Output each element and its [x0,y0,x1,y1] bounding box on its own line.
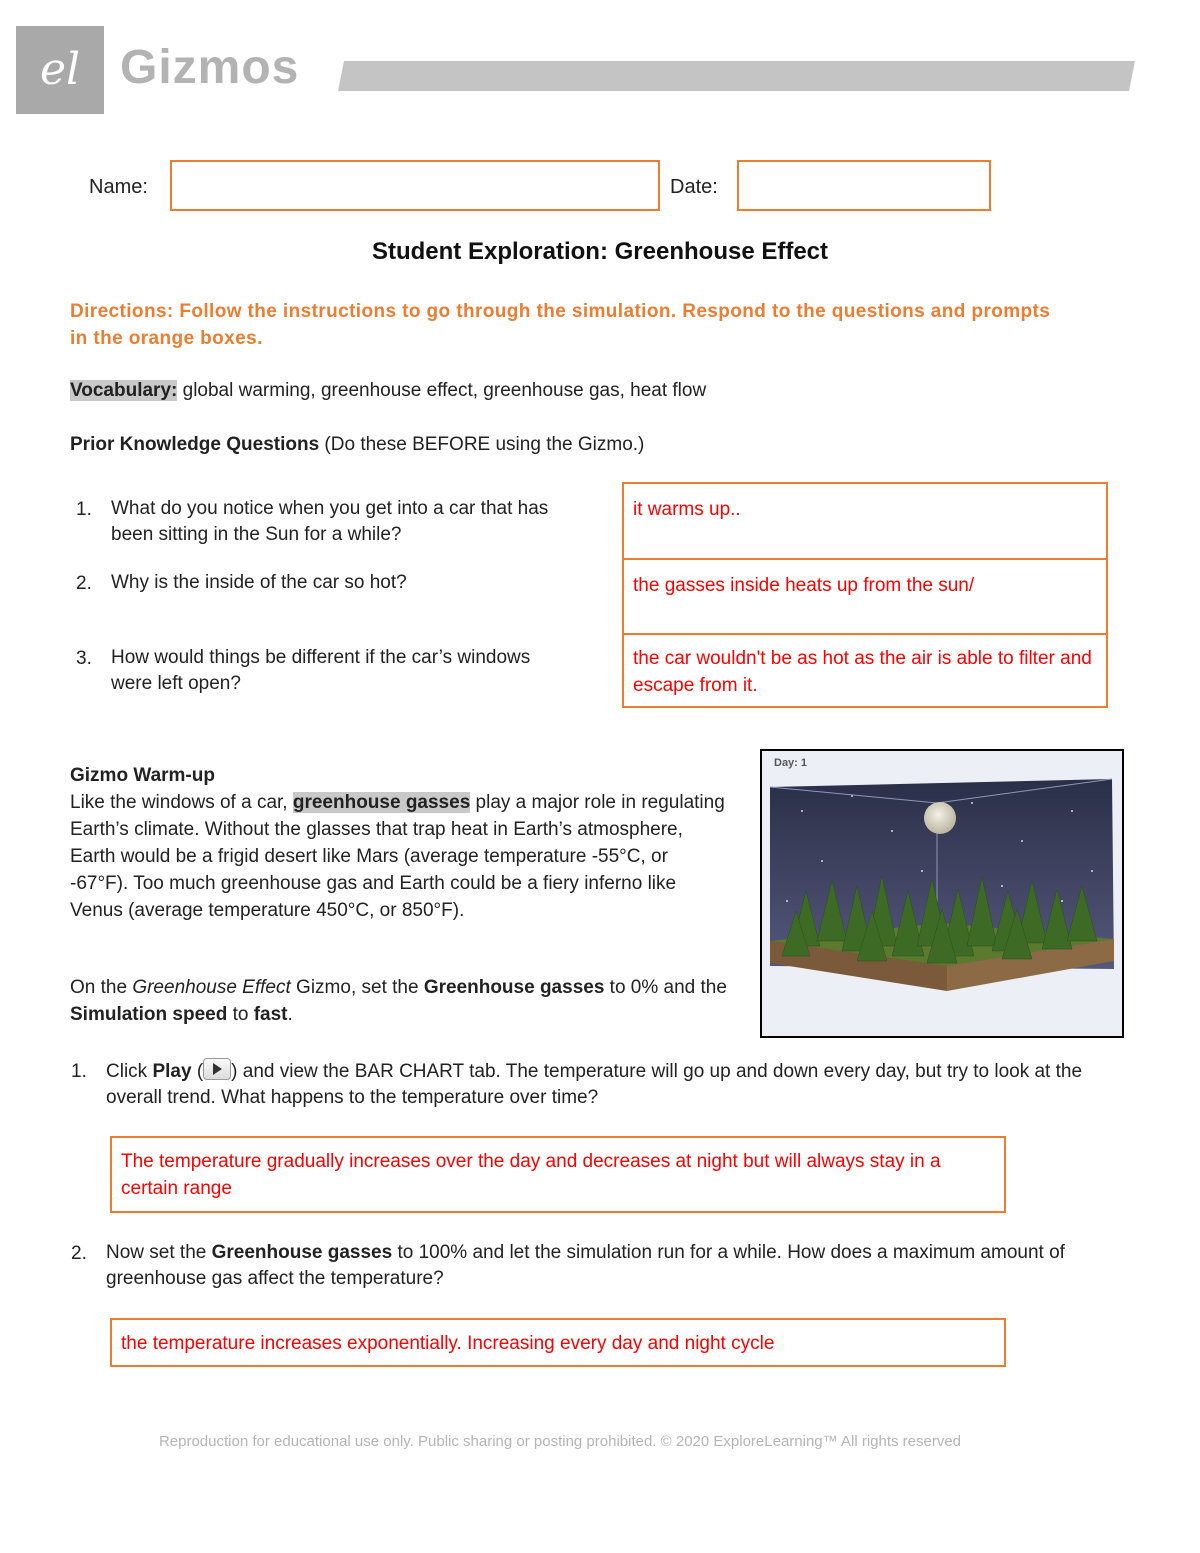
page-title: Student Exploration: Greenhouse Effect [371,238,829,265]
play-icon [203,1058,231,1080]
answer-text: it warms up.. [633,499,741,520]
greenhouse-simulation-image [760,749,1124,1038]
vocabulary-terms: global warming, greenhouse effect, greenhouse gas, heat flow [177,380,707,401]
explorelearning-logo [16,26,104,114]
question-text: Why is the inside of the car so hot? [111,572,407,593]
answer-box-2[interactable] [624,558,1106,633]
answer-box-1[interactable] [624,484,1106,558]
question-number: 2. [76,573,92,594]
warmup-heading: Gizmo Warm-up [70,765,215,786]
day-label: Day: 1 [774,757,808,769]
warmup-section: Gizmo Warm-up Like the windows of a car, greenhouse gasses play a major role in regulating Earth’s climate. Without the glasses that trap heat in Earth’s atmosphere, Earth would be a frigid desert like Mars (average temperature -55°C, or -67°F). Too much greenhouse gas and Earth could be a fiery inferno like Venus (average temperature 450°C, or 850°F). [70,765,725,921]
date-label: Date: [670,176,718,198]
answer-box-activity-2[interactable] [110,1318,1006,1367]
prior-knowledge-answer-table [622,482,1108,708]
warmup-instructions: On the Greenhouse Effect Gizmo, set the Greenhouse gasses to 0% and the Simulation speed to fast. [70,977,727,1025]
name-field[interactable] [170,160,660,211]
answer-box-3[interactable] [624,633,1106,706]
activity-number: 2. [71,1243,87,1264]
vocabulary [70,377,1070,404]
answer-text: The temperature gradually increases over the day and decreases at night but will always stay in a certain range [121,1151,941,1199]
activity-question-2: Now set the Greenhouse gasses to 100% and let the simulation run for a while. How does a maximum amount of greenhouse gas affect the temperature? [106,1242,1065,1289]
activity-question-1: Click Play ( ) and view the BAR CHART tab. The temperature will go up and down every day, but try to look at the overall trend. What happens to the temperature over time? [106,1058,1121,1111]
answer-text: the car wouldn't be as hot as the air is able to filter and escape from it. [633,648,1092,696]
question-number: 1. [76,499,92,520]
question-number: 3. [76,648,92,669]
vocabulary-label: Vocabulary: [70,380,178,401]
name-label: Name: [89,176,148,198]
logo-text: el [39,44,81,95]
answer-box-activity-1[interactable] [110,1136,1006,1213]
answer-text: the gasses inside heats up from the sun/ [633,575,975,596]
answer-text: the temperature increases exponentially. Increasing every day and night cycle [121,1333,775,1354]
prior-knowledge-heading: Prior Knowledge Questions (Do these BEFORE using the Gizmo.) [70,434,645,455]
header-bar [338,61,1135,91]
gizmos-brand: Gizmos [120,41,300,94]
date-field[interactable] [737,160,991,211]
footer-copyright: Reproduction for educational use only. Public sharing or posting prohibited. © 2020 ExploreLearning™ All rights reserved [158,1433,962,1450]
question-text: What do you notice when you get into a car that has been sitting in the Sun for a while? [111,498,549,545]
greenhouse-gasses-highlight: greenhouse gasses [292,792,471,813]
directions: Directions: Follow the instructions to go through the simulation. Respond to the questions and prompts in the orange boxes. [70,301,1051,349]
question-text: How would things be different if the car’s windows were left open? [111,647,531,694]
activity-number: 1. [71,1061,87,1082]
